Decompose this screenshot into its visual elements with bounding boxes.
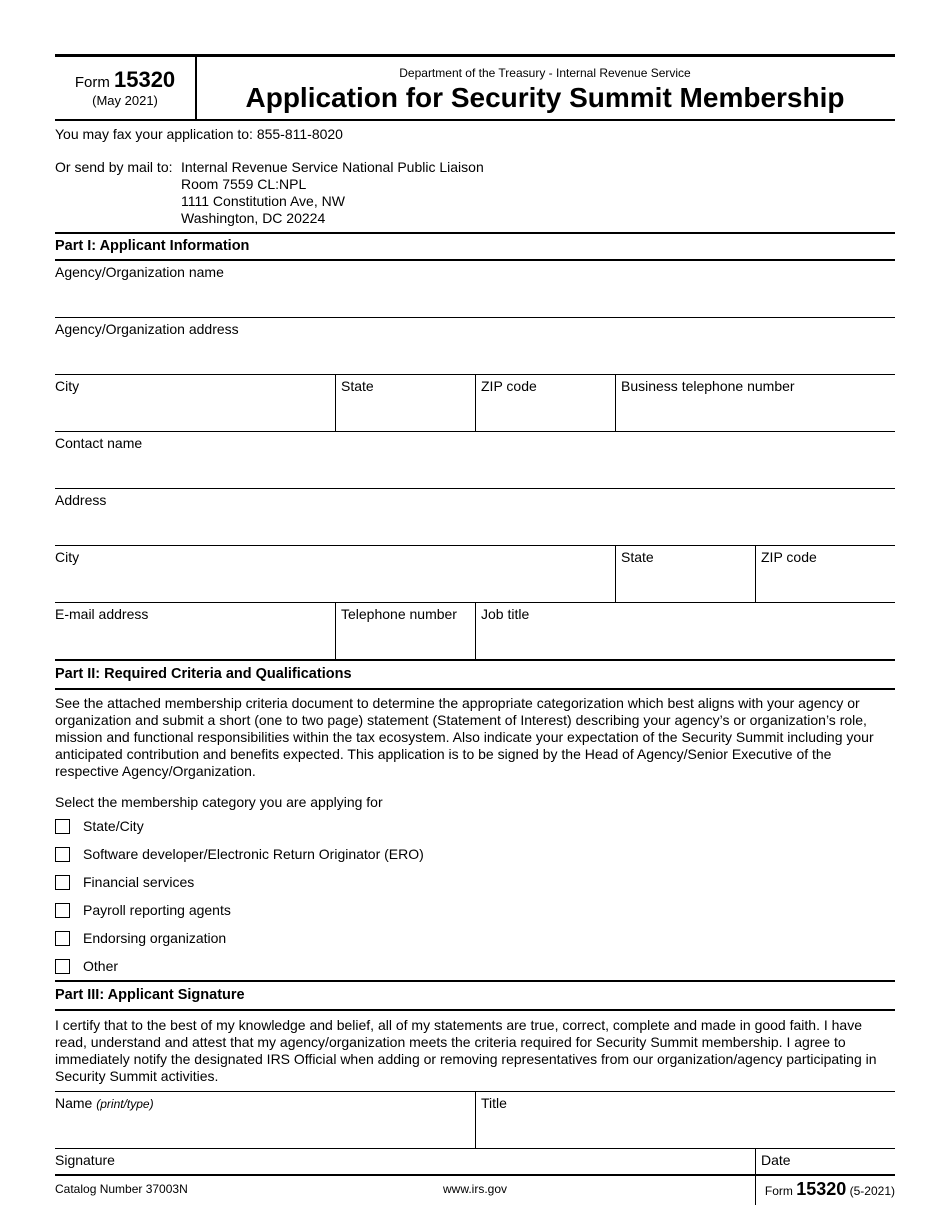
contact-address-field[interactable]: Address	[55, 492, 107, 508]
category-label: Endorsing organization	[83, 930, 227, 946]
title-field[interactable]: Title	[475, 1092, 895, 1148]
footer-form-number: 15320	[796, 1179, 847, 1199]
name-field[interactable]	[55, 1092, 475, 1148]
website: www.irs.gov	[442, 1182, 507, 1196]
part2-instructions: See the attached membership criteria document to determine the appropriate categorization which best aligns with your agency or organization and submit a short (one to two page) statement (Statement of Interest) describing your agency’s or organization’s role, mission and functional responsibilities within the tax ecosystem. Also indicate your expectation of the Security Summit including your anticipated contribution and benefits expected. This application is to be signed by the Head of Agency/Senior Executive of the respective Agency/Organization.	[55, 695, 874, 779]
category-option[interactable]	[55, 868, 895, 896]
mail-address-line: 1111 Constitution Ave, NW	[181, 193, 345, 209]
checkbox[interactable]	[55, 903, 70, 918]
category-option[interactable]	[55, 840, 895, 868]
category-label: Payroll reporting agents	[83, 902, 231, 918]
email-field[interactable]: E-mail address	[55, 606, 149, 622]
mail-address-line: Internal Revenue Service National Public Liaison	[181, 159, 484, 175]
signature-field[interactable]: Signature	[55, 1152, 115, 1168]
org-address-row	[55, 318, 895, 375]
part2-heading: Part II: Required Criteria and Qualifications	[55, 661, 895, 690]
form-word: Form	[74, 74, 110, 91]
job-title-field[interactable]: Job title	[475, 603, 895, 659]
org-name-field[interactable]: Agency/Organization name	[55, 264, 224, 280]
telephone-field[interactable]: Telephone number	[335, 603, 475, 659]
name-label: Name	[55, 1095, 93, 1111]
category-option[interactable]	[55, 924, 895, 952]
form-identifier	[55, 57, 197, 119]
checkbox[interactable]	[55, 875, 70, 890]
part1-heading: Part I: Applicant Information	[55, 232, 895, 261]
footer-revision: (5-2021)	[849, 1184, 895, 1198]
mail-label: Or send by mail to:	[55, 159, 173, 175]
category-select-label: Select the membership category you are applying for	[55, 794, 383, 810]
certification-text: I certify that to the best of my knowledge and belief, all of my statements are true, correct, complete and made in good faith. I have read, understand and attest that my agency/organization meets the criteria required for Security Summit membership. I agree to immediately notify the designated IRS Official when adding or removing representatives from our organization/agency participating in Security Summit activities.	[55, 1011, 895, 1092]
business-phone-field[interactable]: Business telephone number	[615, 375, 895, 431]
mail-address	[181, 159, 484, 227]
checkbox[interactable]	[55, 931, 70, 946]
category-label: Financial services	[83, 874, 195, 890]
contact-name-field[interactable]: Contact name	[55, 435, 143, 451]
category-label: State/City	[83, 818, 144, 834]
form-header	[55, 54, 895, 121]
contact-name-row	[55, 432, 895, 489]
fax-instructions: You may fax your application to: 855-811-8020	[55, 126, 343, 142]
form-page	[55, 54, 895, 1205]
form-footer	[55, 1174, 895, 1199]
contact-city-row	[55, 546, 895, 603]
category-option[interactable]	[55, 952, 895, 980]
checkbox[interactable]	[55, 819, 70, 834]
agency-name: Department of the Treasury - Internal Revenue Service	[399, 66, 691, 80]
date-field[interactable]: Date	[755, 1149, 895, 1205]
org-city-field[interactable]: City	[55, 378, 80, 394]
org-name-row	[55, 261, 895, 318]
category-option[interactable]	[55, 896, 895, 924]
category-label: Other	[83, 958, 119, 974]
form-date: (May 2021)	[92, 93, 158, 108]
contact-zip-field[interactable]: ZIP code	[755, 546, 895, 602]
part3-heading: Part III: Applicant Signature	[55, 980, 895, 1011]
checkbox[interactable]	[55, 847, 70, 862]
category-option[interactable]	[55, 812, 895, 840]
mail-address-line: Washington, DC 20224	[181, 210, 326, 226]
mail-address-line: Room 7559 CL:NPL	[181, 176, 307, 192]
footer-form-word: Form	[764, 1184, 793, 1198]
org-zip-field[interactable]: ZIP code	[475, 375, 615, 431]
name-hint: (print/type)	[96, 1097, 154, 1111]
footer-form-id	[765, 1179, 895, 1200]
category-label: Software developer/Electronic Return Originator (ERO)	[83, 846, 424, 862]
name-title-row	[55, 1092, 895, 1149]
catalog-number: Catalog Number 37003N	[55, 1182, 188, 1196]
org-address-field[interactable]: Agency/Organization address	[55, 321, 239, 337]
form-number: 15320	[113, 67, 176, 92]
contact-city-field[interactable]: City	[55, 549, 80, 565]
mail-instructions	[55, 159, 895, 227]
contact-address-row	[55, 489, 895, 546]
contact-state-field[interactable]: State	[615, 546, 755, 602]
category-list	[55, 812, 895, 980]
org-state-field[interactable]: State	[335, 375, 475, 431]
contact-email-row	[55, 603, 895, 661]
org-city-row	[55, 375, 895, 432]
form-title: Application for Security Summit Membership	[245, 82, 845, 113]
checkbox[interactable]	[55, 959, 70, 974]
